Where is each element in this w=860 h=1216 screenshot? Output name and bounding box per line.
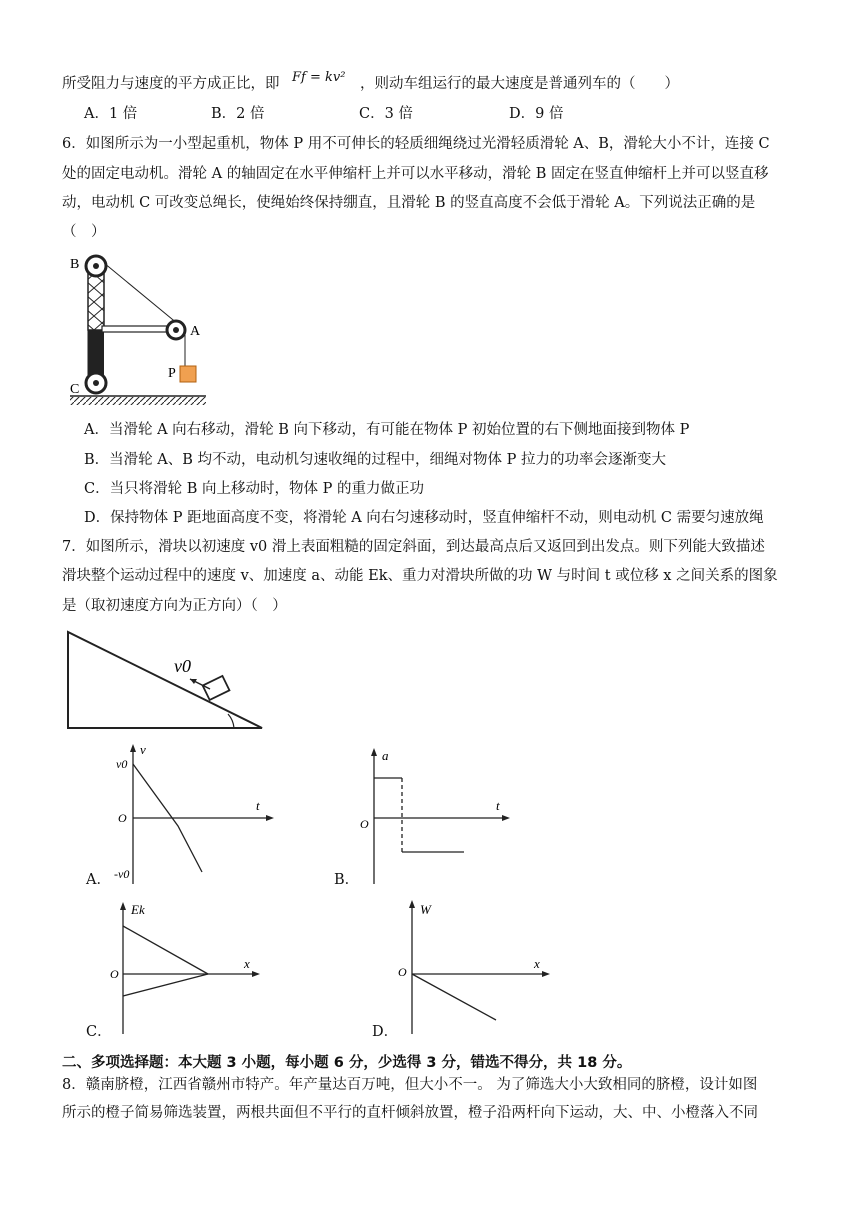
graph-c-y-label: Ek — [131, 902, 145, 917]
q5-text-before-formula: 所受阻力与速度的平方成正比，即 — [62, 76, 280, 92]
q7-line-1: 7．如图所示，滑块以初速度 v0 滑上表面粗糙的固定斜面，到达最高点后又返回到出发点。则下列能大致描述 — [62, 539, 765, 555]
q6-option-a: A．当滑轮 A 向右移动，滑轮 B 向下移动，有可能在物体 P 初始位置的右下侧地面接到物体 P — [84, 422, 690, 438]
section-2-heading: 二、多项选择题：本大题 3 小题，每小题 6 分，少选得 3 分，错选不得分，共 18 分。 — [62, 1055, 632, 1071]
graph-a-y-label: v — [140, 742, 146, 757]
incline-angle-arc — [228, 714, 234, 728]
crane-figure — [62, 246, 212, 410]
graph-a-option: A． — [86, 872, 111, 888]
graph-b-option: B． — [334, 872, 360, 888]
label-c: C — [70, 382, 80, 397]
graph-c-option: C． — [86, 1024, 112, 1040]
graph-a-origin: O — [118, 811, 127, 825]
graph-b-y-label: a — [382, 748, 389, 763]
rope-b-to-a — [98, 258, 178, 324]
pulley-b — [86, 256, 106, 276]
graph-c-origin: O — [110, 967, 119, 981]
graph-d-y-arrow — [409, 900, 415, 908]
q5-option-a: A．1 倍 — [84, 106, 138, 122]
q6-line-3: 动，电动机 C 可改变总绳长，使绳始终保持绷直，且滑轮 B 的竖直高度不会低于滑轮 A。下列说法正确的是 — [62, 195, 756, 211]
graph-c-lower-line — [123, 974, 208, 996]
q6-line-4: （ ） — [62, 224, 106, 240]
graph-b-x-label: t — [496, 798, 500, 813]
graph-a-v0-label: v0 — [116, 757, 128, 771]
horizontal-telescopic-rod — [102, 326, 170, 332]
q6-option-b: B．当滑轮 A、B 均不动，电动机匀速收绳的过程中，细绳对物体 P 拉力的功率会逐渐变大 — [84, 452, 666, 468]
q8-line-2: 所示的橙子简易筛选装置，两根共面但不平行的直杆倾斜放置，橙子沿两杆向下运动，大、中、小橙落入不同 — [62, 1105, 758, 1121]
graph-a-x-label: t — [256, 798, 260, 813]
q5-option-b: B．2 倍 — [211, 106, 265, 122]
graph-d-y-label: W — [420, 902, 431, 917]
motor-c — [86, 373, 106, 393]
q6-option-d: D．保持物体 P 距地面高度不变，将滑轮 A 向右匀速移动时，竖直伸缩杆不动，则电动机 C 需要匀速放绳 — [84, 510, 764, 526]
graph-a-velocity-time — [80, 738, 290, 890]
graph-d-x-arrow — [542, 971, 550, 977]
graph-c-x-arrow — [252, 971, 260, 977]
graph-a-neg-v0-label: -v0 — [114, 867, 130, 881]
object-p — [180, 366, 196, 382]
graph-a-x-arrow — [266, 815, 274, 821]
label-p: P — [168, 366, 176, 381]
graph-d-work-displacement — [370, 894, 580, 1042]
label-b: B — [70, 257, 80, 272]
graph-b-acceleration-time — [330, 738, 540, 890]
q6-line-2: 处的固定电动机。滑轮 A 的轴固定在水平伸缩杆上并可以水平移动，滑轮 B 固定在竖直伸缩杆上并可以竖直移 — [62, 166, 769, 182]
incline-figure — [62, 628, 272, 736]
q7-line-3: 是（取初速度方向为正方向）（ ） — [62, 598, 287, 614]
pulley-a — [167, 321, 185, 339]
q6-line-1: 6．如图所示为一小型起重机，物体 P 用不可伸长的轻质细绳绕过光滑轻质滑轮 A、B，滑轮大小不计，连接 C — [62, 136, 770, 152]
ground-hatching — [70, 397, 206, 405]
graph-b-origin: O — [360, 817, 369, 831]
graph-c-upper-line — [123, 926, 208, 974]
graph-b-x-arrow — [502, 815, 510, 821]
label-v0: v0 — [174, 656, 191, 676]
graph-d-origin: O — [398, 965, 407, 979]
q5-option-c: C．3 倍 — [359, 106, 413, 122]
graph-b-y-arrow — [371, 748, 377, 756]
graph-c-kinetic-energy-displacement — [80, 894, 290, 1042]
q6-option-c: C．当只将滑轮 B 向上移动时，物体 P 的重力做正功 — [84, 481, 424, 497]
incline-triangle — [68, 632, 262, 728]
graph-c-y-arrow — [120, 902, 126, 910]
q8-line-1: 8．赣南脐橙，江西省赣州市特产。年产量达百万吨，但大小不一。 为了筛选大小大致相同的脐橙，设计如图 — [62, 1077, 758, 1093]
graph-d-option: D． — [372, 1024, 399, 1040]
graph-c-x-label: x — [244, 956, 250, 971]
graph-a-y-arrow — [130, 744, 136, 752]
q5-text-after-formula: ，则动车组运行的最大速度是普通列车的（ ） — [360, 76, 679, 92]
graph-d-x-label: x — [534, 956, 540, 971]
q5-formula: Ff = kv² — [292, 70, 346, 85]
q5-option-d: D．9 倍 — [509, 106, 564, 122]
q7-line-2: 滑块整个运动过程中的速度 v、加速度 a、动能 Ek、重力对滑块所做的功 W 与时间 t 或位移 x 之间关系的图象 — [62, 568, 778, 584]
label-a: A — [190, 324, 201, 339]
graph-d-line — [412, 974, 496, 1020]
